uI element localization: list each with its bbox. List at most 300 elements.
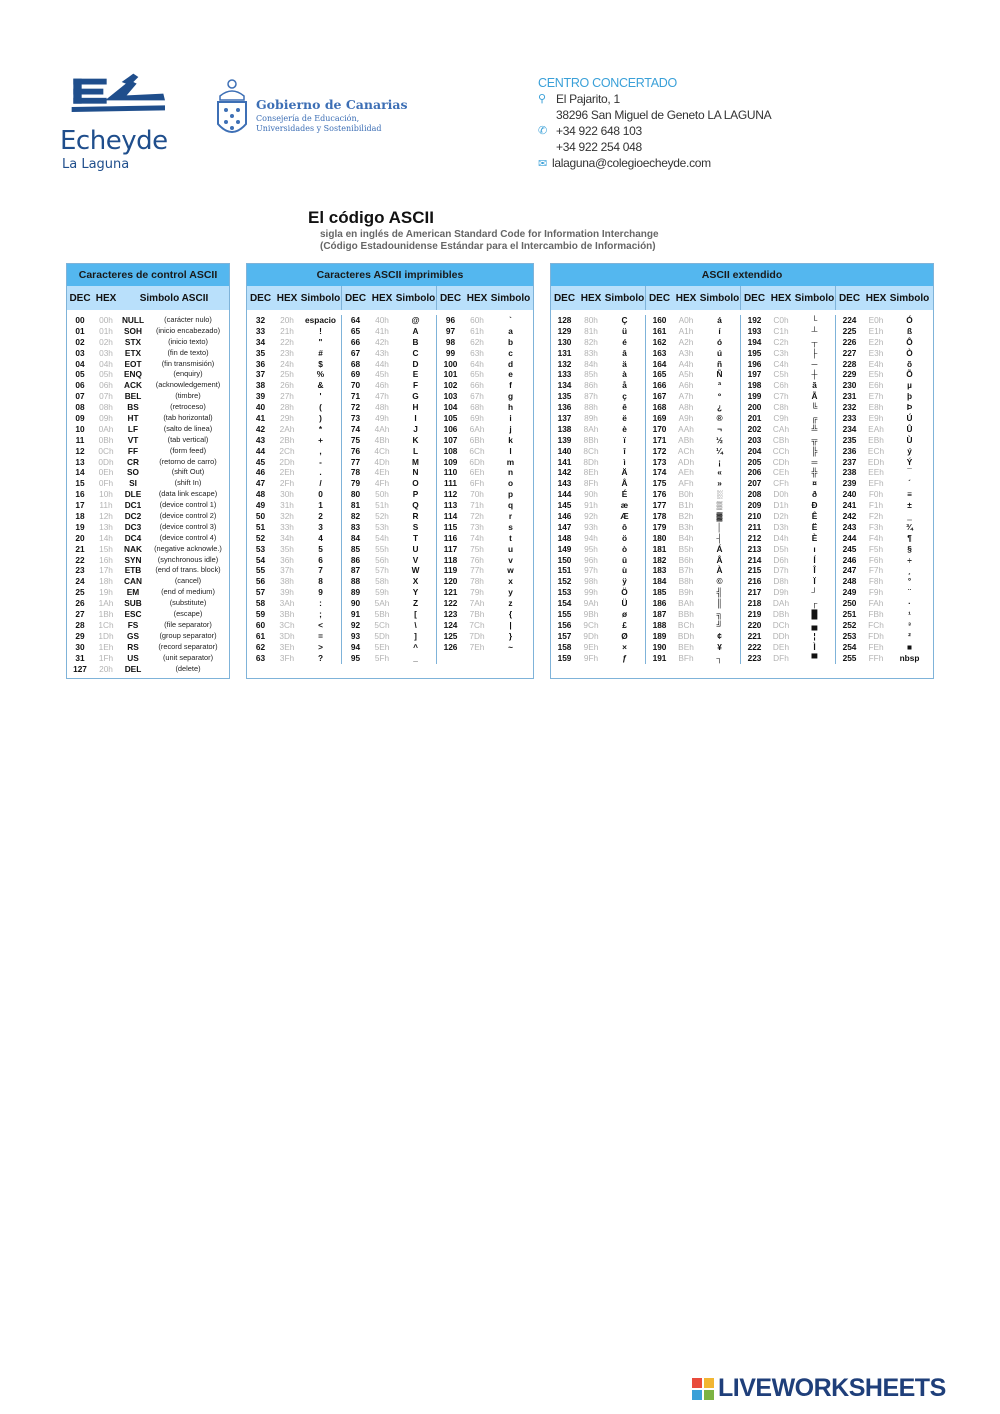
symbol-cell: á xyxy=(717,315,722,325)
dec-cell: 74 xyxy=(350,423,361,434)
symbol-cell: nbsp xyxy=(899,652,920,663)
header-group xyxy=(342,286,437,310)
symbol-cell: s xyxy=(508,521,513,532)
table-row xyxy=(437,533,531,544)
table-row xyxy=(741,467,835,478)
hex-cell: BBh xyxy=(678,609,694,620)
dec-cell: 67 xyxy=(350,347,361,358)
symbol-cell: å xyxy=(622,380,627,391)
dec-cell: 32 xyxy=(255,315,266,325)
table-row xyxy=(67,642,229,653)
hex-cell: A4h xyxy=(678,358,694,369)
hex-cell: F9h xyxy=(868,587,884,598)
hex-cell: EFh xyxy=(868,478,884,489)
table-row xyxy=(247,511,341,522)
hex-cell: 85h xyxy=(584,369,598,380)
dec-cell: 37 xyxy=(255,369,266,380)
symbol-cell: > xyxy=(318,641,323,652)
hex-cell: C7h xyxy=(773,391,789,402)
table-row xyxy=(67,587,229,598)
hex-cell: AFh xyxy=(678,478,694,489)
symbol-cell: y xyxy=(508,587,513,598)
table-row xyxy=(741,511,835,522)
symbol-cell: I xyxy=(414,413,417,424)
hex-cell: C0h xyxy=(773,315,789,325)
dec-cell: 217 xyxy=(747,587,762,598)
dec-cell: 51 xyxy=(255,521,266,532)
hex-cell: 41h xyxy=(375,325,389,336)
government-title: Gobierno de Canarias xyxy=(256,97,408,112)
dec-cell: 182 xyxy=(652,554,667,565)
subtitle-spanish: (Código Estadounidense Estándar para el Intercambio de Información) xyxy=(320,241,656,252)
hex-cell: F0h xyxy=(868,489,884,500)
hex-cell: 96h xyxy=(584,554,598,565)
symbol-cell: ö xyxy=(621,532,628,543)
hex-cell: 18h xyxy=(99,576,113,587)
dec-cell: 48 xyxy=(255,489,266,500)
email-link[interactable]: lalaguna@colegioecheyde.com xyxy=(552,156,711,170)
dec-cell: 88 xyxy=(350,576,361,587)
abbrev-cell: ESC xyxy=(124,609,142,620)
hex-cell: 4Eh xyxy=(374,467,390,478)
dec-cell: 246 xyxy=(842,554,857,565)
hex-cell: 8Ch xyxy=(583,445,599,456)
column-group xyxy=(342,315,437,664)
hex-cell: 26h xyxy=(280,380,294,391)
table-row xyxy=(836,598,930,609)
table-row xyxy=(67,664,229,675)
dec-cell: 231 xyxy=(842,391,857,402)
abbrev-cell: SI xyxy=(129,478,137,489)
symbol-cell: _ xyxy=(413,652,418,663)
header-dec: DEC xyxy=(344,292,367,304)
hex-cell: B5h xyxy=(678,543,694,554)
symbol-cell: O xyxy=(412,478,419,489)
header-symbol: Simbolo xyxy=(300,292,341,304)
symbol-cell: Q xyxy=(412,500,419,511)
symbol-cell: 2 xyxy=(318,511,323,522)
hex-cell: 0Fh xyxy=(98,478,114,489)
table-row xyxy=(342,348,436,359)
table-row xyxy=(551,598,645,609)
table-row xyxy=(342,489,436,500)
hex-cell: 75h xyxy=(470,543,484,554)
table-row xyxy=(741,457,835,468)
abbrev-cell: CAN xyxy=(124,576,142,587)
table-row xyxy=(342,369,436,380)
symbol-cell: ú xyxy=(716,347,723,358)
hex-cell: F1h xyxy=(868,500,884,511)
table-row xyxy=(646,391,740,402)
header-dec: DEC xyxy=(553,292,576,304)
hex-cell: 4Ah xyxy=(374,423,390,434)
school-location: La Laguna xyxy=(62,157,130,172)
hex-cell: FEh xyxy=(868,641,884,652)
dec-cell: 147 xyxy=(557,521,572,532)
table-row xyxy=(741,435,835,446)
symbol-cell: × xyxy=(622,641,627,652)
symbol-cell: ª xyxy=(717,380,722,391)
symbol-cell: V xyxy=(412,554,419,565)
table-row xyxy=(247,544,341,555)
hex-cell: 82h xyxy=(584,336,598,347)
dec-cell: 229 xyxy=(842,369,857,380)
table-row xyxy=(836,326,930,337)
symbol-cell: ─ xyxy=(811,358,818,369)
symbol-cell: < xyxy=(318,619,323,630)
dec-cell: 90 xyxy=(350,598,361,609)
control-table-title: Caracteres de control ASCII xyxy=(67,264,229,286)
dec-cell: 180 xyxy=(652,532,667,543)
header-group xyxy=(437,286,531,310)
symbol-cell: Ä xyxy=(621,467,628,478)
table-row xyxy=(836,369,930,380)
symbol-cell: ¿ xyxy=(716,402,723,413)
table-row xyxy=(646,522,740,533)
symbol-cell: ╬ xyxy=(811,467,818,478)
hex-cell: C8h xyxy=(773,402,789,413)
table-row xyxy=(437,587,531,598)
symbol-cell: ` xyxy=(509,315,512,325)
symbol-cell: Ü xyxy=(621,598,628,609)
symbol-cell: ¶ xyxy=(907,532,912,543)
dec-cell: 93 xyxy=(350,630,361,641)
table-row xyxy=(67,315,229,326)
hex-cell: 93h xyxy=(584,521,598,532)
column-group xyxy=(247,315,342,664)
symbol-cell: { xyxy=(508,609,513,620)
hex-cell: C1h xyxy=(773,325,789,336)
dec-cell: 60 xyxy=(255,619,266,630)
table-row xyxy=(836,565,930,576)
symbol-cell: p xyxy=(507,489,514,500)
hex-cell: 34h xyxy=(280,532,294,543)
description-cell: (delete) xyxy=(175,663,201,673)
hex-cell: 24h xyxy=(280,358,294,369)
symbol-cell: ø xyxy=(621,609,628,620)
hex-cell: 3Bh xyxy=(279,609,295,620)
table-row xyxy=(247,555,341,566)
hex-cell: 30h xyxy=(280,489,294,500)
hex-cell: 53h xyxy=(375,521,389,532)
table-row xyxy=(836,533,930,544)
dec-cell: 135 xyxy=(557,391,572,402)
hex-cell: 02h xyxy=(99,336,113,347)
dec-cell: 17 xyxy=(75,500,85,511)
table-row xyxy=(67,598,229,609)
dec-cell: 195 xyxy=(747,347,762,358)
dec-cell: 162 xyxy=(652,336,667,347)
hex-cell: 7Ch xyxy=(469,619,485,630)
symbol-cell: ä xyxy=(622,358,627,369)
dec-cell: 96 xyxy=(445,315,456,325)
hex-cell: 42h xyxy=(375,336,389,347)
symbol-cell: \ xyxy=(414,619,417,630)
table-row xyxy=(741,413,835,424)
table-row xyxy=(646,402,740,413)
hex-cell: 01h xyxy=(99,325,113,336)
hex-cell: ABh xyxy=(678,434,694,445)
table-row xyxy=(551,359,645,370)
symbol-cell: ┴ xyxy=(811,325,818,336)
description-cell: (tab horizontal) xyxy=(163,413,213,423)
symbol-cell: Ñ xyxy=(716,369,723,380)
hex-cell: DEh xyxy=(772,641,790,652)
table-row xyxy=(551,620,645,631)
hex-cell: 14h xyxy=(99,532,113,543)
table-row xyxy=(741,631,835,642)
dec-cell: 253 xyxy=(842,630,857,641)
table-row xyxy=(551,446,645,457)
hex-cell: B0h xyxy=(678,489,694,500)
hex-cell: E9h xyxy=(868,413,884,424)
table-row xyxy=(646,555,740,566)
hex-cell: 95h xyxy=(584,543,598,554)
hex-cell: 08h xyxy=(99,402,113,413)
dec-cell: 223 xyxy=(747,652,762,663)
dec-cell: 237 xyxy=(842,456,857,467)
hex-cell: E0h xyxy=(868,315,884,325)
hex-cell: C3h xyxy=(773,347,789,358)
dec-cell: 19 xyxy=(75,521,85,532)
table-row xyxy=(342,446,436,457)
dec-cell: 225 xyxy=(842,325,857,336)
table-row xyxy=(836,478,930,489)
hex-cell: D8h xyxy=(773,576,789,587)
dec-cell: 145 xyxy=(557,500,572,511)
dec-cell: 41 xyxy=(255,413,266,424)
dec-cell: 236 xyxy=(842,445,857,456)
hex-cell: 5Bh xyxy=(374,609,390,620)
dec-cell: 01 xyxy=(75,325,85,336)
symbol-cell: ) xyxy=(319,413,322,424)
school-name: Echeyde xyxy=(60,126,168,156)
description-cell: (carácter nulo) xyxy=(164,315,212,324)
table-row xyxy=(247,620,341,631)
hex-cell: 6Fh xyxy=(469,478,485,489)
symbol-cell: Ã xyxy=(811,391,818,402)
symbol-cell: Ø xyxy=(621,630,628,641)
table-row xyxy=(646,326,740,337)
description-cell: (escape) xyxy=(173,609,203,619)
dec-cell: 40 xyxy=(255,402,266,413)
symbol-cell: ^ xyxy=(413,641,418,652)
hex-cell: 80h xyxy=(584,315,598,325)
dec-cell: 03 xyxy=(75,347,85,358)
dec-cell: 210 xyxy=(747,511,762,522)
dec-cell: 16 xyxy=(75,489,85,500)
symbol-cell: õ xyxy=(906,358,913,369)
hex-cell: FDh xyxy=(868,630,884,641)
dec-cell: 228 xyxy=(842,358,857,369)
symbol-cell: ¯ xyxy=(907,467,912,478)
table-row xyxy=(836,315,930,326)
hex-cell: 2Bh xyxy=(279,434,295,445)
hex-cell: 35h xyxy=(280,543,294,554)
dec-cell: 120 xyxy=(443,576,458,587)
dec-cell: 186 xyxy=(652,598,667,609)
table-row xyxy=(342,642,436,653)
hex-cell: 9Ah xyxy=(583,598,599,609)
table-row xyxy=(551,413,645,424)
symbol-cell: Z xyxy=(412,598,419,609)
hex-cell: D3h xyxy=(773,521,789,532)
dec-cell: 190 xyxy=(652,641,667,652)
dec-cell: 80 xyxy=(350,489,361,500)
hex-cell: DFh xyxy=(773,652,789,663)
dec-cell: 57 xyxy=(255,587,266,598)
dec-cell: 203 xyxy=(747,434,762,445)
dec-cell: 02 xyxy=(75,336,85,347)
dec-cell: 255 xyxy=(842,652,857,663)
dec-cell: 72 xyxy=(350,402,361,413)
table-row xyxy=(342,544,436,555)
table-row xyxy=(836,457,930,468)
hex-cell: BCh xyxy=(677,619,695,630)
dec-cell: 169 xyxy=(652,413,667,424)
table-row xyxy=(67,380,229,391)
symbol-cell: 9 xyxy=(318,587,323,598)
table-row xyxy=(342,467,436,478)
symbol-cell: D xyxy=(412,358,419,369)
symbol-cell: ç xyxy=(622,391,627,402)
table-row xyxy=(437,348,531,359)
hex-cell: F7h xyxy=(868,565,884,576)
table-row xyxy=(437,544,531,555)
table-row xyxy=(247,326,341,337)
dec-cell: 81 xyxy=(350,500,361,511)
symbol-cell: Û xyxy=(906,423,913,434)
table-row xyxy=(646,315,740,326)
abbrev-cell: SUB xyxy=(124,598,142,609)
table-row xyxy=(836,500,930,511)
dec-cell: 156 xyxy=(557,619,572,630)
dec-cell: 139 xyxy=(557,434,572,445)
abbrev-cell: DC1 xyxy=(124,500,142,511)
hex-cell: 31h xyxy=(280,500,294,511)
table-row xyxy=(342,435,436,446)
hex-cell: 0Dh xyxy=(98,456,114,467)
hex-cell: 81h xyxy=(584,325,598,336)
dec-cell: 213 xyxy=(747,543,762,554)
symbol-cell: ┤ xyxy=(716,532,723,543)
hex-cell: EEh xyxy=(868,467,884,478)
table-row xyxy=(551,478,645,489)
abbrev-cell: VT xyxy=(127,434,139,445)
symbol-cell: Â xyxy=(716,554,723,565)
symbol-cell: ┬ xyxy=(811,336,818,347)
table-row xyxy=(741,522,835,533)
hex-cell: BDh xyxy=(677,630,695,641)
hex-cell: 32h xyxy=(280,511,294,522)
description-cell: (device control 1) xyxy=(159,500,217,510)
header-dec: DEC xyxy=(743,292,766,304)
header-symbol: Simbolo xyxy=(604,292,645,304)
dec-cell: 193 xyxy=(747,325,762,336)
table-row xyxy=(437,402,531,413)
symbol-cell: Ô xyxy=(906,336,913,347)
table-row xyxy=(67,369,229,380)
hex-cell: EAh xyxy=(868,423,884,434)
table-row xyxy=(247,391,341,402)
hex-cell: A1h xyxy=(678,325,694,336)
description-cell: (timbre) xyxy=(175,391,201,401)
dec-cell: 82 xyxy=(350,511,361,522)
symbol-cell: █ xyxy=(811,609,818,620)
dec-cell: 131 xyxy=(557,347,572,358)
dec-cell: 184 xyxy=(652,576,667,587)
hex-cell: 46h xyxy=(375,380,389,391)
symbol-cell: ë xyxy=(622,413,627,424)
symbol-cell: ß xyxy=(906,325,913,336)
dec-cell: 183 xyxy=(652,565,667,576)
dec-cell: 62 xyxy=(255,641,266,652)
dec-cell: 140 xyxy=(557,445,572,456)
table-row xyxy=(551,337,645,348)
table-row xyxy=(342,587,436,598)
table-row xyxy=(551,435,645,446)
symbol-cell: Ù xyxy=(906,434,913,445)
symbol-cell: i xyxy=(509,413,512,424)
hex-cell: 15h xyxy=(99,543,113,554)
hex-cell: FFh xyxy=(868,652,884,663)
page-title: El código ASCII xyxy=(308,208,434,227)
symbol-cell: v xyxy=(508,554,513,565)
header-symbol: Simbolo xyxy=(794,292,835,304)
header-symbol: Simbolo xyxy=(699,292,740,304)
dec-cell: 83 xyxy=(350,521,361,532)
symbol-cell: E xyxy=(412,369,419,380)
table-row xyxy=(247,533,341,544)
dec-cell: 200 xyxy=(747,402,762,413)
hex-cell: A7h xyxy=(678,391,694,402)
abbrev-cell: RS xyxy=(127,641,139,652)
symbol-cell: ¨ xyxy=(908,587,911,598)
table-row xyxy=(551,489,645,500)
symbol-cell: L xyxy=(412,445,419,456)
table-row xyxy=(67,555,229,566)
table-row xyxy=(551,609,645,620)
hex-cell: B3h xyxy=(678,521,694,532)
dec-cell: 214 xyxy=(747,554,762,565)
description-cell: (file separator) xyxy=(164,619,212,629)
dec-cell: 114 xyxy=(443,511,458,522)
hex-cell: 28h xyxy=(280,402,294,413)
symbol-cell: Þ xyxy=(906,402,913,413)
table-row xyxy=(551,522,645,533)
extended-ascii-table xyxy=(550,263,934,679)
symbol-cell: z xyxy=(508,598,513,609)
hex-cell: 43h xyxy=(375,347,389,358)
dec-cell: 47 xyxy=(255,478,266,489)
symbol-cell: K xyxy=(412,434,419,445)
symbol-cell: [ xyxy=(414,609,417,620)
symbol-cell: ╔ xyxy=(811,413,818,424)
symbol-cell: b xyxy=(507,336,514,347)
dec-cell: 158 xyxy=(557,641,572,652)
phone-2: +34 922 254 048 xyxy=(556,140,642,154)
table-row xyxy=(342,620,436,631)
symbol-cell: ~ xyxy=(508,641,513,652)
dec-cell: 247 xyxy=(842,565,857,576)
table-row xyxy=(741,620,835,631)
dec-cell: 254 xyxy=(842,641,857,652)
table-row xyxy=(836,544,930,555)
symbol-cell: ô xyxy=(621,521,628,532)
hex-cell: 33h xyxy=(280,521,294,532)
table-row xyxy=(342,337,436,348)
hex-cell: D9h xyxy=(773,587,789,598)
